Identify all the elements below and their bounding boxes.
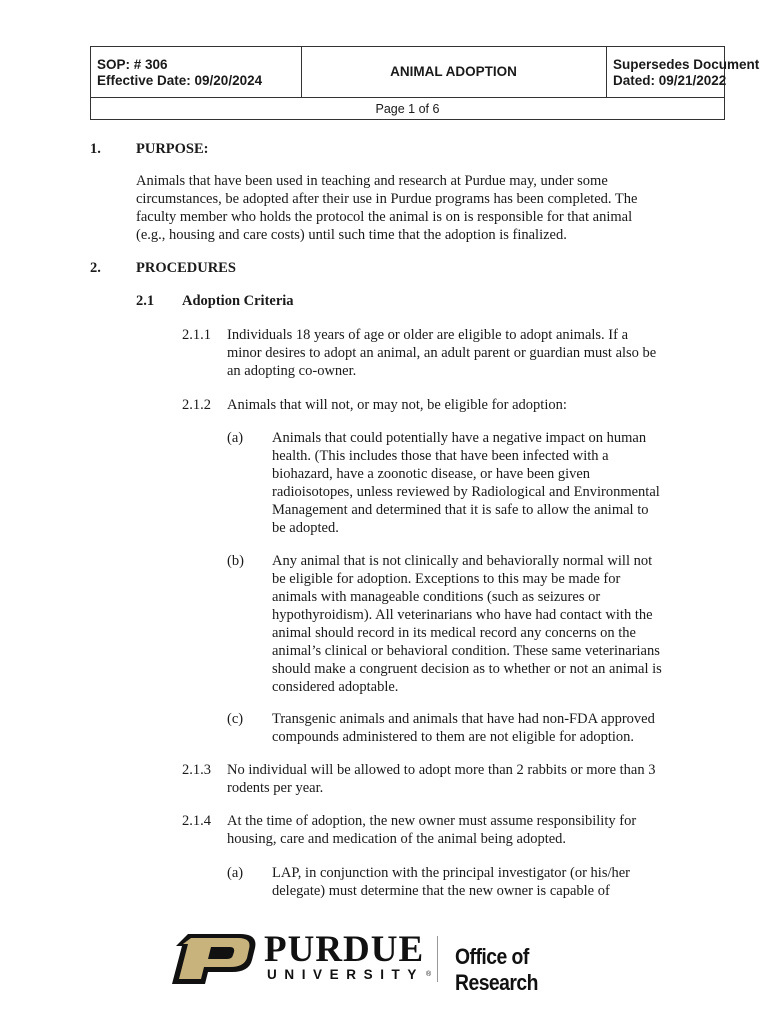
section-1-heading: PURPOSE: — [136, 141, 209, 157]
item-2-1-4-a-label: (a) — [227, 865, 244, 881]
supersedes-label: Supersedes Document — [613, 57, 760, 72]
logo-divider — [437, 936, 438, 982]
sop-cell — [91, 47, 302, 97]
section-2-heading: PROCEDURES — [136, 260, 236, 276]
purdue-office-of-research-logo — [172, 929, 612, 995]
paragraph-line: delegate) must determine that the new owner is capable of — [272, 883, 610, 899]
section-1-number: 1. — [90, 141, 101, 157]
sop-number: SOP: # 306 — [97, 57, 168, 72]
subsection-2-1-heading: Adoption Criteria — [182, 293, 294, 309]
supersedes-date: Dated: 09/21/2022 — [613, 73, 727, 88]
item-2-1-2-c-label: (c) — [227, 711, 244, 727]
document-title: ANIMAL ADOPTION — [390, 64, 517, 79]
paragraph-line: Transgenic animals and animals that have had non-FDA approved — [272, 711, 655, 727]
registered-mark: ® — [426, 971, 432, 978]
item-2-1-1-text — [227, 326, 656, 380]
paragraph-line: compounds administered to them are not eligible for adoption. — [272, 729, 635, 745]
purdue-wordmark: PURDUE — [264, 929, 425, 970]
paragraph-line: Management and determined that it is safe to allow the animal to — [272, 502, 649, 518]
item-2-1-4-a-text — [272, 864, 630, 900]
paragraph-line: animal’s clinical or behavioral condition. These same veterinarians — [272, 643, 660, 659]
item-2-1-2-number: 2.1.2 — [182, 397, 211, 413]
paragraph-line: (e.g., housing and care costs) until such time that the adoption is finalized. — [136, 227, 567, 243]
paragraph-line: circumstances, be adopted after their use in Purdue programs has been completed. The — [136, 191, 638, 207]
supersedes-cell — [606, 47, 760, 97]
item-2-1-2-text — [227, 396, 567, 414]
item-2-1-2-b-label: (b) — [227, 553, 244, 569]
paragraph-line: radioisotopes, unless reviewed by Radiological and Environmental — [272, 484, 660, 500]
paragraph-line: Any animal that is not clinically and behaviorally normal will not — [272, 553, 653, 569]
item-2-1-3-text — [227, 761, 655, 797]
paragraph-line: considered adoptable. — [272, 679, 399, 695]
paragraph-line: should make a congruent decision as to whether or not an animal is — [272, 661, 662, 677]
paragraph-line: rodents per year. — [227, 780, 324, 796]
paragraph-line: No individual will be allowed to adopt more than 2 rabbits or more than 3 — [227, 762, 656, 778]
item-2-1-2-c-text — [272, 710, 655, 746]
purpose-paragraph — [136, 172, 637, 244]
paragraph-line: housing, care and medication of the animal being adopted. — [227, 831, 567, 847]
item-2-1-2-a-label: (a) — [227, 430, 244, 446]
paragraph-line: animal should record in its medical record any concerns on the — [272, 625, 636, 641]
item-2-1-2-a-text — [272, 429, 660, 537]
item-2-1-3-number: 2.1.3 — [182, 762, 211, 778]
paragraph-line: animals with manageable conditions (such as seizures or — [272, 589, 601, 605]
item-2-1-1-number: 2.1.1 — [182, 327, 211, 343]
paragraph-line: hypothyroidism). All veterinarians who have had contact with the — [272, 607, 653, 623]
effective-date: Effective Date: 09/20/2024 — [97, 73, 263, 88]
paragraph-line: minor desires to adopt an animal, an adult parent or guardian must also be — [227, 345, 657, 361]
paragraph-line: be eligible for adoption. Exceptions to this may be made for — [272, 571, 621, 587]
paragraph-line: Animals that have been used in teaching and research at Purdue may, under some — [136, 173, 608, 189]
paragraph-line: an adopting co-owner. — [227, 363, 357, 379]
purdue-p-mark-icon — [172, 934, 258, 984]
paragraph-line: biohazard, have a zoonotic disease, or have been given — [272, 466, 591, 482]
paragraph-line: faculty member who holds the protocol the animal is on is responsible for that animal — [136, 209, 633, 225]
item-2-1-4-number: 2.1.4 — [182, 813, 211, 829]
paragraph-line: Animals that will not, or may not, be eligible for adoption: — [227, 397, 567, 413]
paragraph-line: be adopted. — [272, 520, 339, 536]
paragraph-line: Individuals 18 years of age or older are eligible to adopt animals. If a — [227, 327, 629, 343]
document-header-table — [90, 46, 760, 120]
item-2-1-2-b-text — [272, 552, 662, 696]
header-top-row — [91, 47, 760, 98]
office-of-research-label: Office of Research — [455, 944, 538, 995]
page-number: Page 1 of 6 — [375, 102, 440, 116]
subsection-2-1-number: 2.1 — [136, 293, 155, 309]
paragraph-line: At the time of adoption, the new owner must assume responsibility for — [227, 813, 637, 829]
section-2-number: 2. — [90, 260, 101, 276]
item-2-1-4-text — [227, 812, 636, 848]
paragraph-line: Animals that could potentially have a negative impact on human — [272, 430, 647, 446]
paragraph-line: LAP, in conjunction with the principal investigator (or his/her — [272, 865, 631, 881]
title-cell — [301, 47, 607, 97]
paragraph-line: health. (This includes those that have been infected with a — [272, 448, 609, 464]
university-wordmark: UNIVERSITY — [267, 967, 425, 982]
